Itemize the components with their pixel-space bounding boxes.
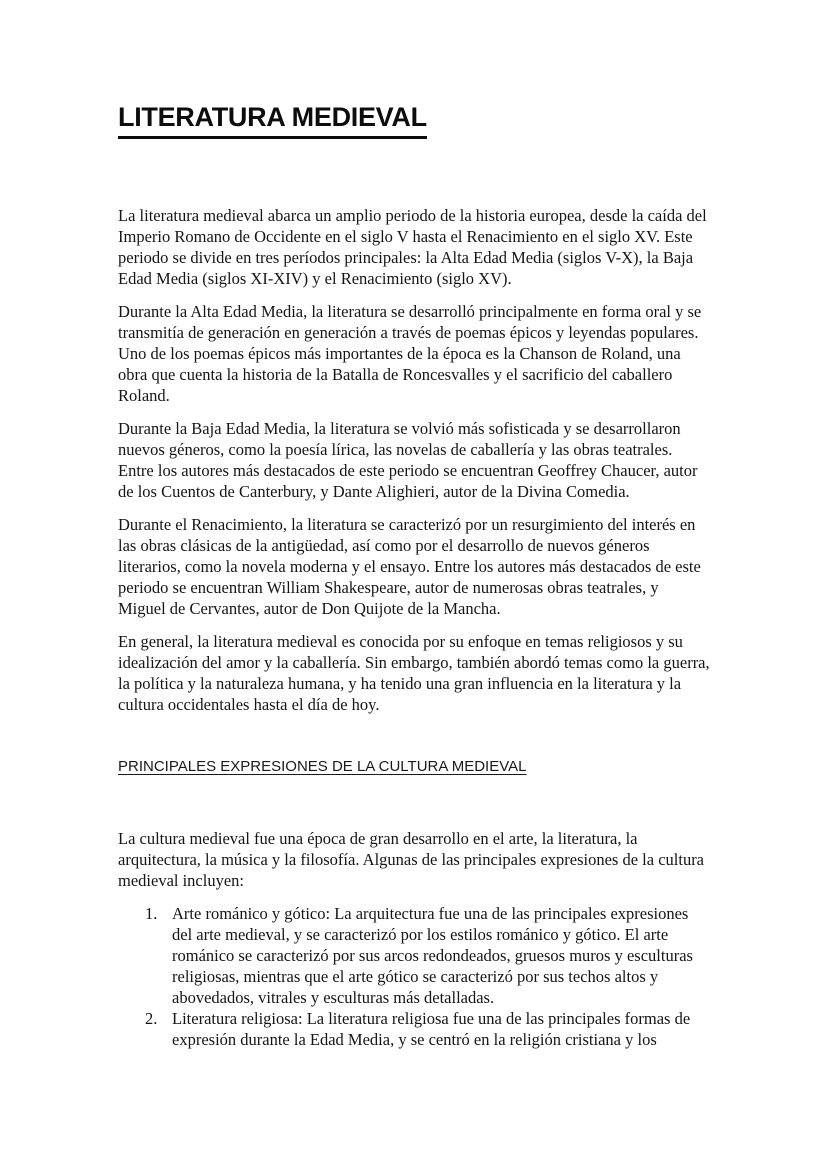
- paragraph-renacimiento: Durante el Renacimiento, la literatura se caracterizó por un resurgimiento del interés en las obras clásicas de la antigüedad, así como por el desarrollo de nuevos géneros literarios, como la novela moderna y el ensayo. Entre los autores más destacados de este periodo se encuentran William Shakespeare, autor de numerosas obras teatrales, y Miguel de Cervantes, autor de Don Quijote de la Mancha.: [118, 514, 701, 618]
- list-item: [118, 903, 710, 1008]
- list-item-text: Literatura religiosa: La literatura religiosa fue una de las principales formas de expresión durante la Edad Media, y se centró en la religión cristiana y los: [172, 1008, 691, 1049]
- list-item-number: 2.: [145, 1008, 158, 1028]
- numbered-list: [118, 903, 710, 1050]
- paragraph-intro-periods: La literatura medieval abarca un amplio periodo de la historia europea, desde la caída del Imperio Romano de Occidente en el siglo V hasta el Renacimiento en el siglo XV. Este periodo se divide en tres períodos principales: la Alta Edad Media (siglos V-X), la Baja Edad Media (siglos XI-XIV) y el Renacimiento (siglo XV).: [118, 205, 707, 288]
- paragraph-section-intro: La cultura medieval fue una época de gran desarrollo en el arte, la literatura, la arquitectura, la música y la filosofía. Algunas de las principales expresiones de la cultura medieval incluyen:: [118, 828, 705, 890]
- list-item-text: Arte románico y gótico: La arquitectura fue una de las principales expresiones del arte medieval, y se caracterizó por los estilos románico y gótico. El arte románico se caracterizó por sus arcos redondeados, gruesos muros y esculturas religiosas, mientras que el arte gótico se caracterizó por sus techos altos y abovedados, vitrales y esculturas más detalladas.: [172, 903, 693, 1007]
- title-block: [118, 103, 710, 139]
- section-heading-block: [118, 757, 710, 776]
- list-item: [118, 1008, 710, 1050]
- paragraph-conclusion: En general, la literatura medieval es conocida por su enfoque en temas religiosos y su idealización del amor y la caballería. Sin embargo, también abordó temas como la guerra, la política y la naturaleza humana, y ha tenido una gran influencia en la literatura y la cultura occidentales hasta el día de hoy.: [118, 631, 710, 714]
- document-title: LITERATURA MEDIEVAL: [118, 103, 427, 139]
- section-heading: PRINCIPALES EXPRESIONES DE LA CULTURA MEDIEVAL: [118, 757, 527, 775]
- list-item-number: 1.: [145, 903, 158, 923]
- paragraph-baja-edad-media: Durante la Baja Edad Media, la literatura se volvió más sofisticada y se desarrollaron nuevos géneros, como la poesía lírica, las novelas de caballería y las obras teatrales. Entre los autores más destacados de este periodo se encuentran Geoffrey Chaucer, autor de los Cuentos de Canterbury, y Dante Alighieri, autor de la Divina Comedia.: [118, 418, 698, 501]
- paragraph-alta-edad-media: Durante la Alta Edad Media, la literatura se desarrolló principalmente en forma oral y se transmitía de generación en generación a través de poemas épicos y leyendas populares. Uno de los poemas épicos más importantes de la época es la Chanson de Roland, una obra que cuenta la historia de la Batalla de Roncesvalles y el sacrificio del caballero Roland.: [118, 301, 702, 405]
